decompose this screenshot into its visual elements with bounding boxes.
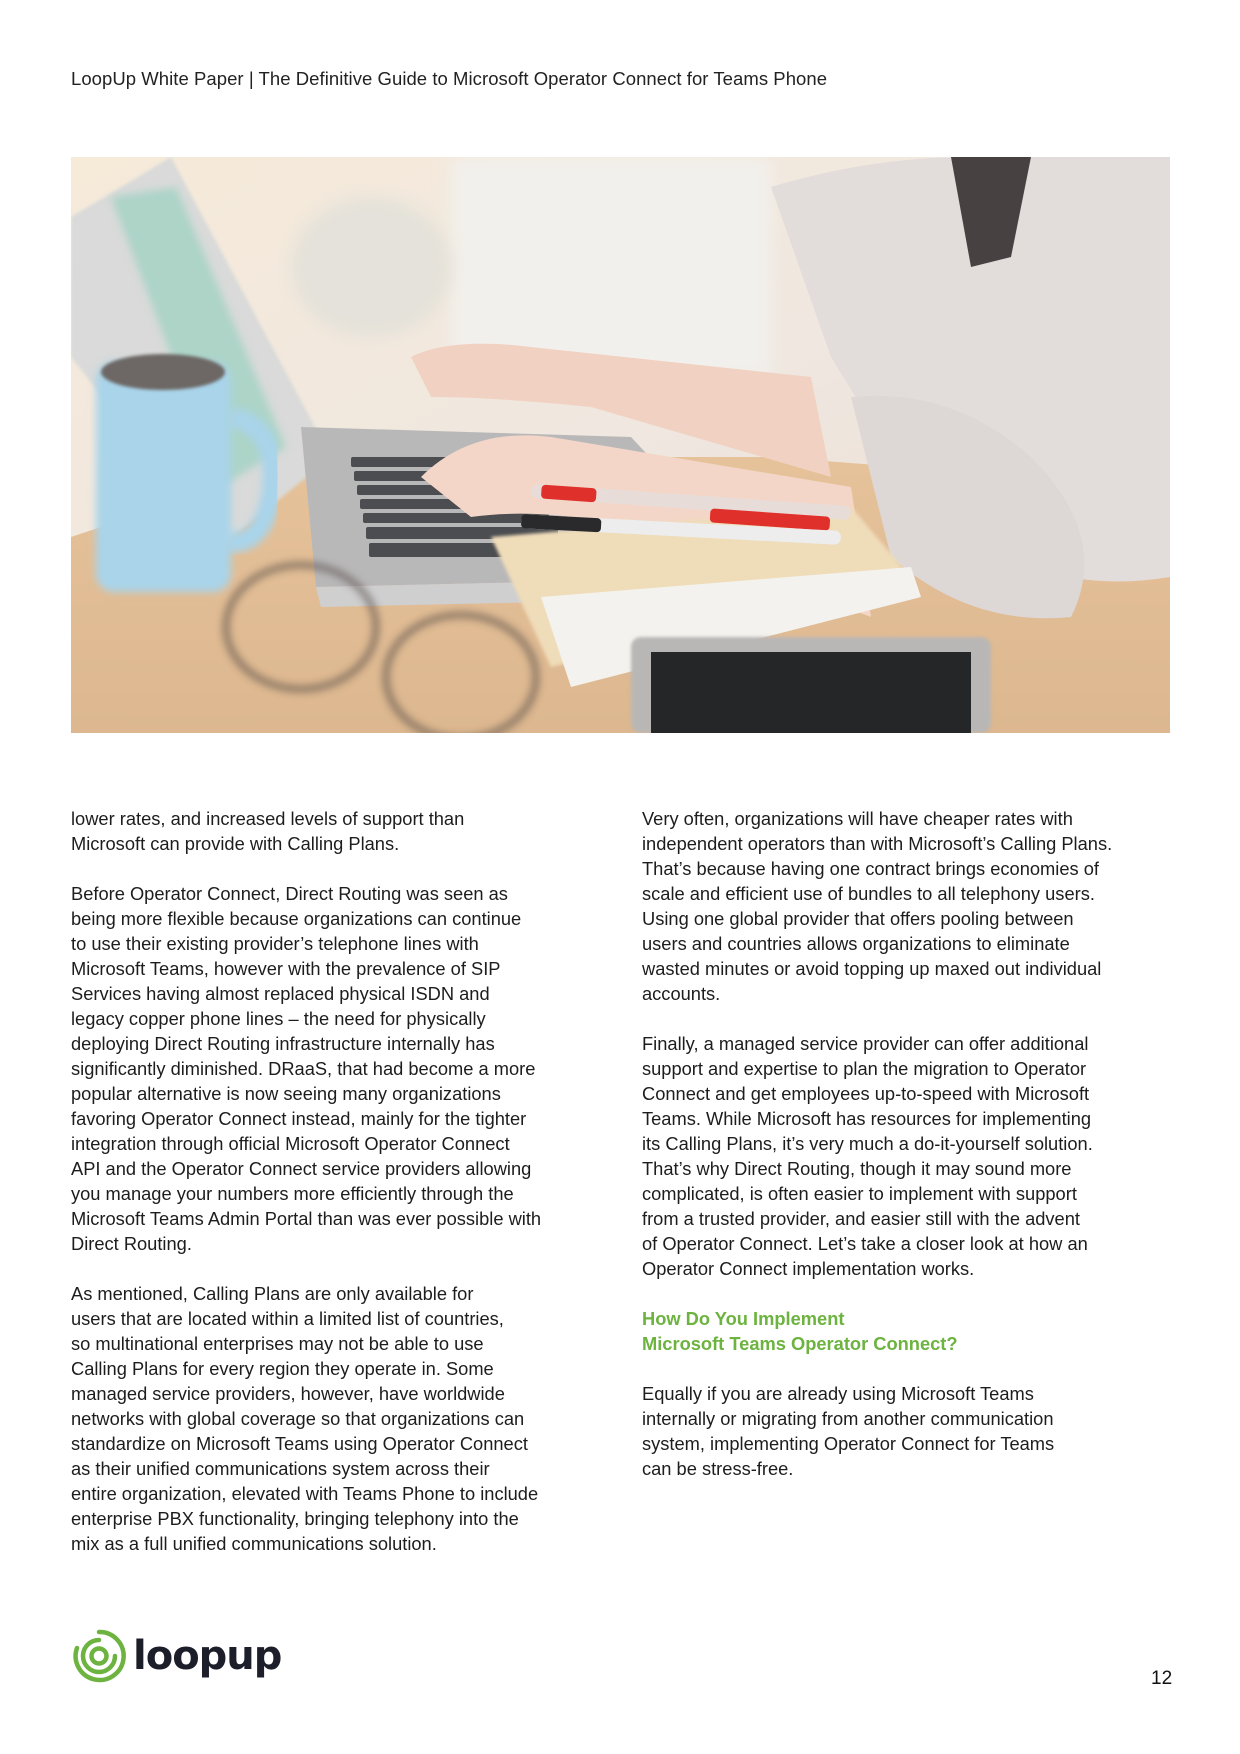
page-number: 12 — [1151, 1668, 1173, 1689]
paragraph: Equally if you are already using Microsoft Teams internally or migrating from another communication system, implementing Operator Connect for Teams can be stress-free. — [642, 1383, 1055, 1479]
section-heading: How Do You Implement Microsoft Teams Operator Connect? — [642, 1308, 958, 1354]
right-column — [642, 806, 1177, 1506]
logo-wordmark: loopup — [133, 1633, 282, 1679]
paragraph: Finally, a managed service provider can offer additional support and expertise to plan the migration to Operator Connect and get employees up-to-speed with Microsoft Teams. While Microsoft has resources for implementing its Calling Plans, it’s very much a do-it-yourself solution. That’s why Direct Routing, though it may sound more complicated, is often easier to implement with support from a trusted provider, and easier still with the advent of Operator Connect. Let’s take a closer look at how an Operator Connect implementation works. — [642, 1033, 1093, 1279]
paragraph: lower rates, and increased levels of support than Microsoft can provide with Calling Plans. — [71, 808, 465, 854]
loopup-swirl-icon — [71, 1628, 127, 1684]
paragraph: Before Operator Connect, Direct Routing was seen as being more flexible because organizations can continue to use their existing provider’s telephone lines with Microsoft Teams, however with the prevalence of SIP Services having almost replaced physical ISDN and legacy copper phone lines – the need for physically deploying Direct Routing infrastructure internally has significantly diminished. DRaaS, that had become a more popular alternative is now seeing many organizations favoring Operator Connect instead, mainly for the tighter integration through official Microsoft Operator Connect API and the Operator Connect service providers allowing you manage your numbers more efficiently through the Microsoft Teams Admin Portal than was ever possible with Direct Routing. — [71, 883, 542, 1254]
hero-photo — [71, 157, 1170, 733]
paragraph: Very often, organizations will have cheaper rates with independent operators than with Microsoft’s Calling Plans. That’s because having one contract brings economies of scale and efficient use of bundles to all telephony users. Using one global provider that offers pooling between users and countries allows organizations to eliminate wasted minutes or avoid topping up maxed out individual accounts. — [642, 808, 1113, 1004]
left-column — [71, 806, 611, 1581]
paragraph: As mentioned, Calling Plans are only available for users that are located within a limited list of countries, so multinational enterprises may not be able to use Calling Plans for every region they operate in. Some managed service providers, however, have worldwide networks with global coverage so that organizations can standardize on Microsoft Teams using Operator Connect as their unified communications system across their entire organization, elevated with Teams Phone to include enterprise PBX functionality, bringing telephony into the mix as a full unified communications solution. — [71, 1283, 539, 1554]
hands-typing-laptop-photo — [71, 157, 1170, 733]
loopup-logo — [71, 1628, 281, 1684]
running-header: LoopUp White Paper | The Definitive Guide to Microsoft Operator Connect for Teams Phone — [71, 68, 828, 89]
